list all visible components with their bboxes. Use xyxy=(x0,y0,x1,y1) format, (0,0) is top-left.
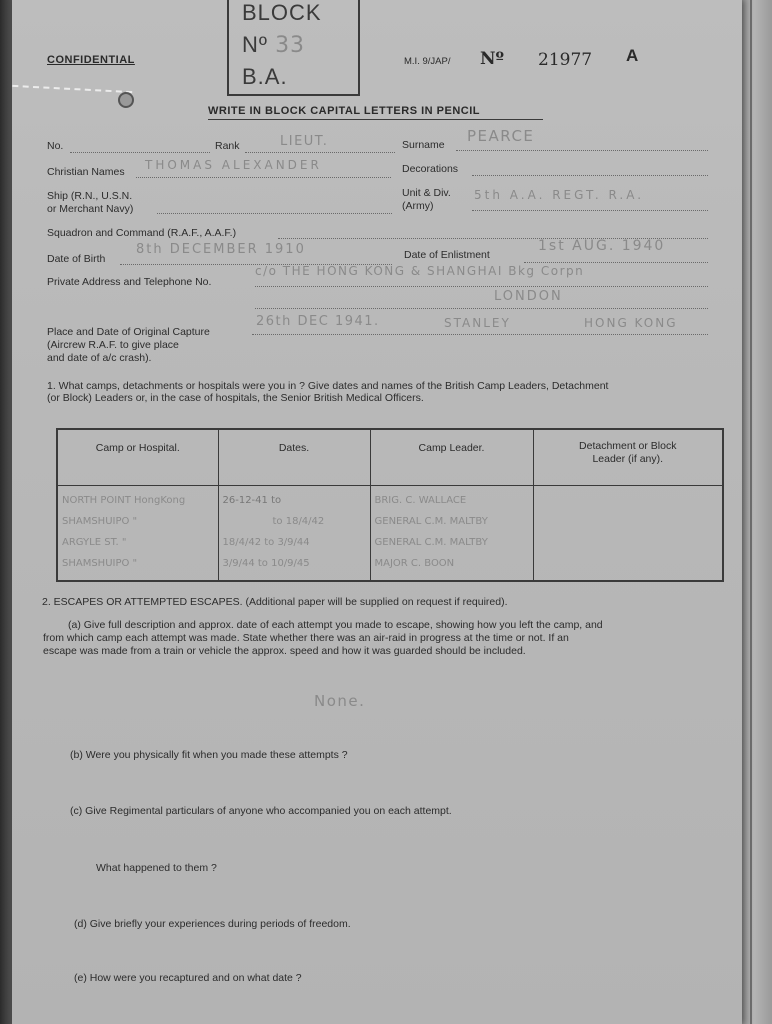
tag-string xyxy=(12,85,132,103)
question-2c-followup: What happened to them ? xyxy=(96,862,217,874)
eyelet-icon xyxy=(118,92,134,108)
ref-label: M.I. 9/JAP/ xyxy=(404,56,451,67)
table-cell-detachment xyxy=(533,486,723,582)
address-label: Private Address and Telephone No. xyxy=(47,276,212,288)
christian-names-label: Christian Names xyxy=(47,166,125,178)
col-detachment-header: Detachment or Block Leader (if any). xyxy=(533,429,723,486)
table-cell-camps: NORTH POINT HongKong SHAMSHUIPO " ARGYLE ST. " SHAMSHUIPO " xyxy=(57,486,218,582)
question-2a-line-3: escape was made from a train or vehicle the approx. speed and how it was guarded should be included. xyxy=(43,645,526,657)
question-2e: (e) How were you recaptured and on what date ? xyxy=(74,972,302,984)
decorations-label: Decorations xyxy=(402,163,459,175)
table-cell-leaders: BRIG. C. WALLACE GENERAL C.M. MALTBY GENERAL C.M. MALTBY MAJOR C. BOON xyxy=(370,486,533,582)
camp-table xyxy=(56,428,724,582)
question-2a-line-2: from which camp each attempt was made. State whether there was an air-raid in progress at the time or not. If an xyxy=(43,632,569,644)
table-row xyxy=(57,486,723,582)
ship-label-2: or Merchant Navy) xyxy=(47,203,134,215)
unit-label-1: Unit & Div. xyxy=(402,187,451,199)
question-2b: (b) Were you physically fit when you made these attempts ? xyxy=(70,749,348,761)
capture-label-1: Place and Date of Original Capture xyxy=(47,326,210,338)
stamp-line-2: Nº 33 xyxy=(242,32,306,58)
enlistment-value: 1st AUG. 1940 xyxy=(538,238,666,254)
camp-table-header xyxy=(57,429,723,486)
confidential-label: CONFIDENTIAL xyxy=(47,54,135,66)
capture-place: STANLEY xyxy=(444,316,511,330)
unit-value: 5th A.A. REGT. R.A. xyxy=(474,188,645,202)
number-value: 21977 xyxy=(538,50,593,70)
surname-label: Surname xyxy=(402,139,445,151)
address-value-1: c/o THE HONG KONG & SHANGHAI Bkg Corpn xyxy=(255,264,585,278)
capture-label-2: (Aircrew R.A.F. to give place xyxy=(47,339,179,351)
question-2a-answer: None. xyxy=(314,692,366,710)
stamp-number: 33 xyxy=(275,33,306,58)
capture-place-2: HONG KONG xyxy=(584,316,678,330)
col-camp-header: Camp or Hospital. xyxy=(57,429,218,486)
table-cell-dates: 26-12-41 to to 18/4/42 18/4/42 to 3/9/44 3/9/44 to 10/9/45 xyxy=(218,486,370,582)
stamp-line-3: B.A. xyxy=(242,64,288,89)
block-stamp xyxy=(227,0,360,96)
question-2d: (d) Give briefly your experiences during periods of freedom. xyxy=(74,918,351,930)
question-1-line-1: 1. What camps, detachments or hospitals were you in ? Give dates and names of the British Camp Leaders, Detachment xyxy=(47,380,609,392)
dob-label: Date of Birth xyxy=(47,253,106,265)
rank-label: Rank xyxy=(215,140,240,152)
question-2a-line-1: (a) Give full description and approx. date of each attempt you made to escape, showing how you left the camp, and xyxy=(68,619,603,631)
ship-label-1: Ship (R.N., U.S.N. xyxy=(47,190,133,202)
question-1-line-2: (or Block) Leaders or, in the case of hospitals, the Senior British Medical Officers. xyxy=(47,392,424,404)
stamp-line-1: BLOCK xyxy=(242,0,322,25)
squadron-label: Squadron and Command (R.A.F., A.A.F.) xyxy=(47,227,237,239)
question-2c: (c) Give Regimental particulars of anyone who accompanied you on each attempt. xyxy=(70,805,452,817)
capture-label-3: and date of a/c crash). xyxy=(47,352,152,364)
address-value-2: LONDON xyxy=(494,289,563,304)
rank-value: LIEUT. xyxy=(280,134,329,149)
christian-names-value: THOMAS ALEXANDER xyxy=(145,158,322,172)
dob-value: 8th DECEMBER 1910 xyxy=(136,242,306,257)
number-suffix: A xyxy=(626,46,639,65)
col-leader-header: Camp Leader. xyxy=(370,429,533,486)
number-label: Nº xyxy=(480,49,505,69)
capture-date: 26th DEC 1941. xyxy=(256,314,380,329)
question-2-title: 2. ESCAPES OR ATTEMPTED ESCAPES. (Additional paper will be supplied on request if required). xyxy=(42,596,508,608)
unit-label-2: (Army) xyxy=(402,200,434,212)
col-dates-header: Dates. xyxy=(218,429,370,486)
underlying-pages xyxy=(742,0,772,1024)
instruction-heading: WRITE IN BLOCK CAPITAL LETTERS IN PENCIL xyxy=(208,105,480,117)
document-page xyxy=(12,0,742,1024)
surname-value: PEARCE xyxy=(467,127,535,145)
enlistment-label: Date of Enlistment xyxy=(404,249,490,261)
no-label: No. xyxy=(47,140,64,152)
